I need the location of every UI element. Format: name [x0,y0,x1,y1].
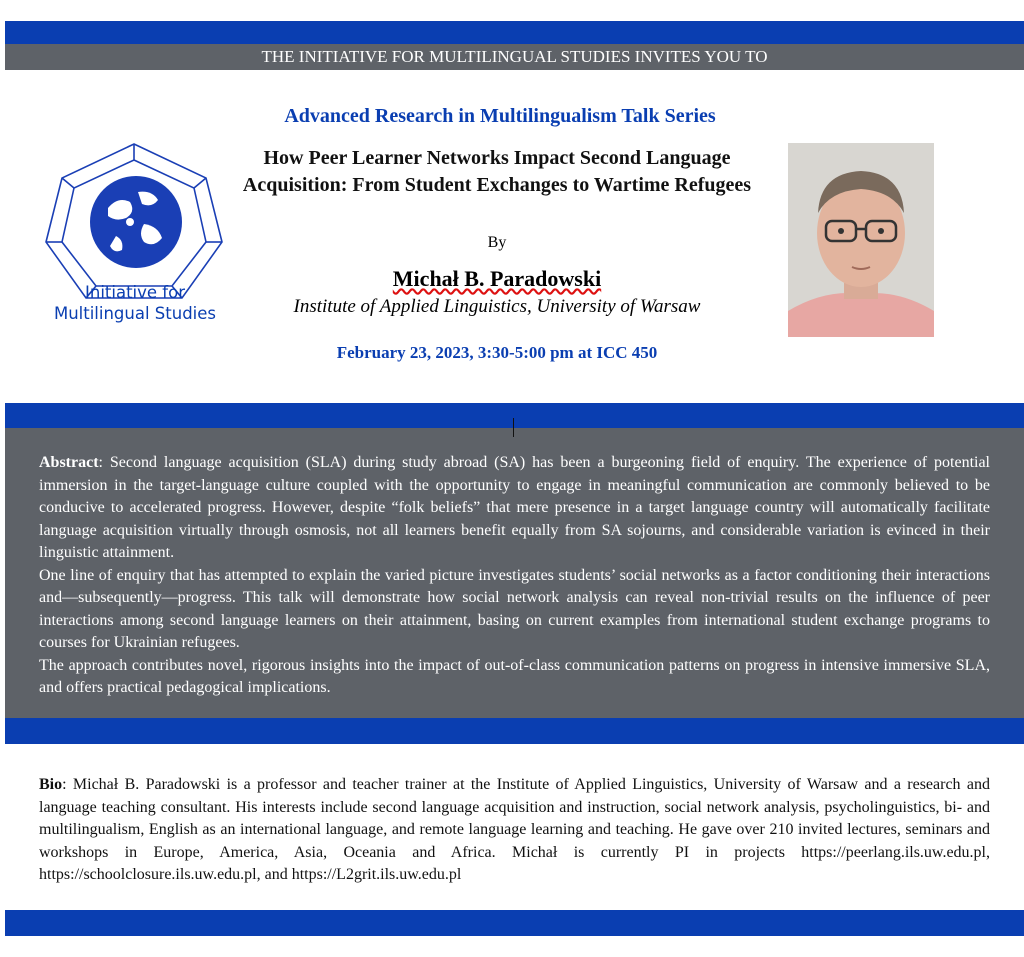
bio-text [39,774,990,887]
event-date-location: February 23, 2023, 3:30-5:00 pm at ICC 450 [336,343,658,362]
logo-line-2: Multilingual Studies [53,304,217,323]
speaker-name-text: Michał B. Paradowski [392,266,602,291]
bottom-blue-bar [5,910,1024,936]
abstract-label: Abstract [39,454,99,471]
abstract-text [39,452,990,700]
abstract-bottom-bar [5,718,1024,744]
speaker-photo [788,143,934,337]
speaker-name [230,266,764,292]
talk-title: How Peer Learner Networks Impact Second Language Acquisition: From Student Exchanges to Wartime Refugees [242,147,752,196]
top-blue-bar [5,21,1024,44]
abstract-paragraph-2: One line of enquiry that has attempted to explain the varied picture investigates students’ social networks as a factor conditioning their interactions and—subsequently—progress. This talk will demonstrate how social network analysis can reveal non-trivial results on the influence of peer interactions among second language learners on their attainment, basing on current examples from international student exchange programs to courses for Ukrainian refugees. [39,566,990,651]
bio-body: : Michał B. Paradowski is a professor and teacher trainer at the Institute of Applied Linguistics, University of Warsaw and a research and language teaching consultant. His interests include second language acquisition and instruction, social network analysis, psycholinguistics, bi- and multilingualism, English as an international language, and remote language learning and teaching. He gave over 210 invited lectures, seminars and workshops in Europe, America, Asia, Oceania and Africa. Michał is currently PI in projects https://peerlang.ils.uw.edu.pl, https://schoolclosure.ils.uw.edu.pl, and https://L2grit.ils.uw.edu.pl [39,776,990,883]
abstract-paragraph-3: The approach contributes novel, rigorous insights into the impact of out-of-class communication patterns on progress in intensive immersive SLA, and offers practical pedagogical implications. [39,656,990,696]
speaker-affiliation: Institute of Applied Linguistics, University of Warsaw [293,296,701,317]
series-title: Advanced Research in Multilingualism Talk Series [284,105,716,127]
bio-label: Bio [39,776,63,793]
by-label: By [487,234,507,251]
abstract-paragraph-1 [39,452,990,565]
abstract-p1: : Second language acquisition (SLA) during study abroad (SA) has been a burgeoning field of enquiry. The experience of potential immersion in the target-language culture coupled with the opportunity to engage in meaningful communication are commonly believed to be conducive to accelerated progress. However, despite “folk beliefs” that mere presence in a target language country will automatically facilitate language acquisition virtually through osmosis, not all learners benefit equally from SA sojourns, and considerable variation is evinced in their linguistic attainment. [39,454,990,561]
invite-banner: THE INITIATIVE FOR MULTILINGUAL STUDIES INVITES YOU TO [5,44,1024,70]
logo-label [30,282,240,324]
text-cursor [513,418,514,437]
logo-line-1: Initiative for [85,283,185,302]
abstract-top-bar [5,403,1024,428]
